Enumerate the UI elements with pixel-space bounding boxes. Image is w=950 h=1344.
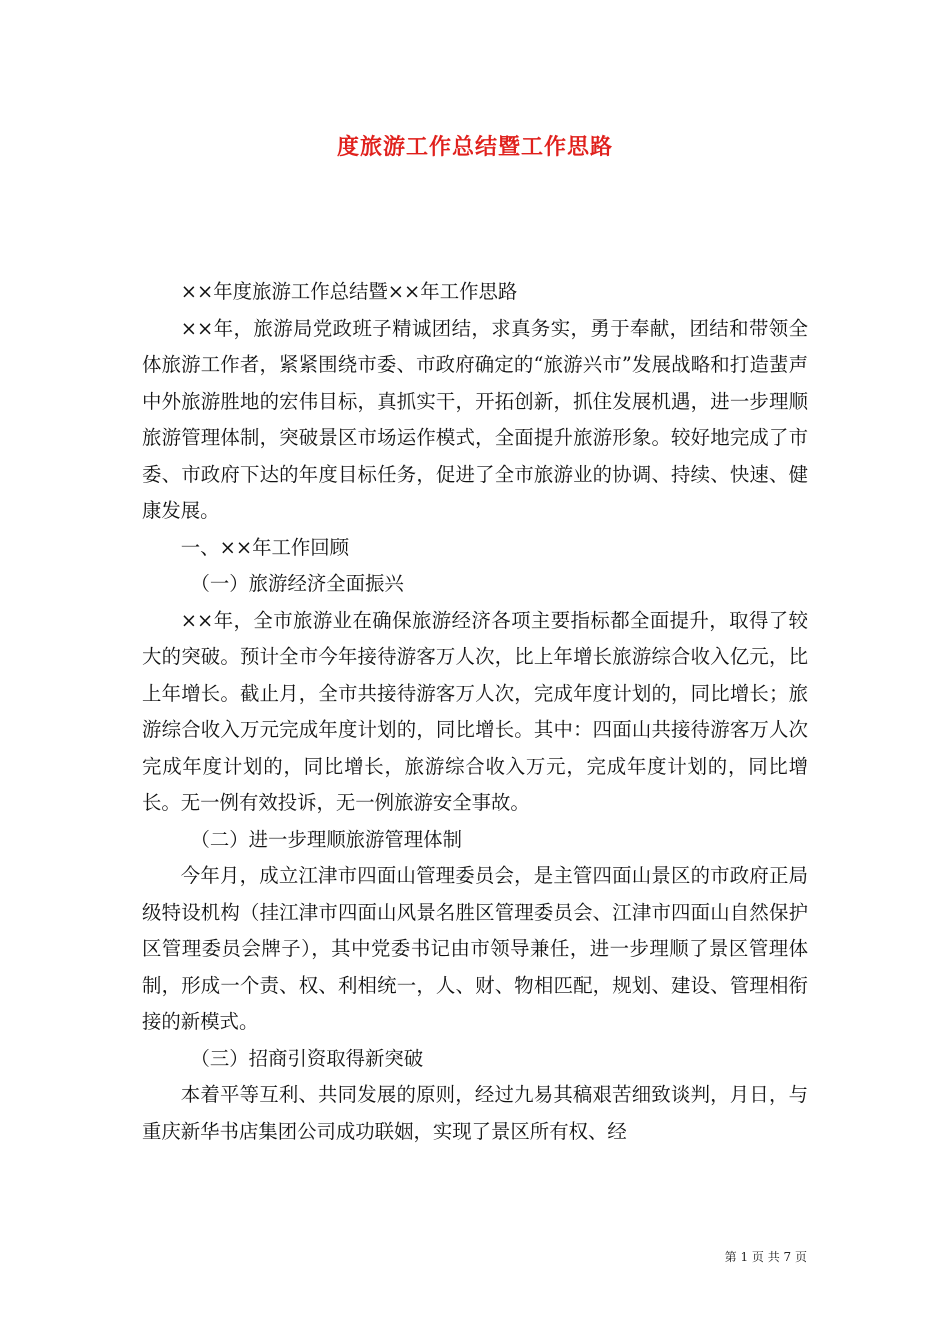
subsection-heading-economy: （一）旅游经济全面振兴	[190, 572, 404, 595]
subsection-heading-management: （二）进一步理顺旅游管理体制	[190, 827, 462, 851]
paragraph-heading: ××年度旅游工作总结暨××年工作思路	[180, 280, 518, 303]
page-number: 第 1 页 共 7 页	[724, 1250, 807, 1264]
paragraph-management: 今年月，成立江津市四面山管理委员会，是主管四面山景区的市政府正局级特设机构（挂江津市四面山风景名胜区管理委员会、江津市四面山自然保护区管理委员会牌子），其中党委书记由市领导兼任，进一步理顺了景区管理体制，形成一个责、权、利相统一，人、财、物相匹配，规划、建设、管理相衔接的新模式。	[142, 864, 808, 1033]
document-body	[142, 274, 808, 1150]
paragraph-economy: ××年，全市旅游业在确保旅游经济各项主要指标都全面提升，取得了较大的突破。预计全市今年接待游客万人次，比上年增长旅游综合收入亿元，比上年增长。截止月，全市共接待游客万人次，完成年度计划的，同比增长；旅游综合收入万元完成年度计划的，同比增长。其中：四面山共接待游客万人次完成年度计划的，同比增长，旅游综合收入万元，完成年度计划的，同比增长。无一例有效投诉，无一例旅游安全事故。	[142, 608, 808, 814]
paragraph-intro: ××年，旅游局党政班子精诚团结，求真务实，勇于奉献，团结和带领全体旅游工作者，紧紧围绕市委、市政府确定的“旅游兴市”发展战略和打造蜚声中外旅游胜地的宏伟目标，真抓实干，开拓创新，抓住发展机遇，进一步理顺旅游管理体制，突破景区市场运作模式，全面提升旅游形象。较好地完成了市委、市政府下达的年度目标任务，促进了全市旅游业的协调、持续、快速、健康发展。	[142, 316, 808, 522]
paragraph-investment: 本着平等互利、共同发展的原则，经过九易其稿艰苦细致谈判，月日，与重庆新华书店集团公司成功联姻，实现了景区所有权、经	[142, 1083, 808, 1143]
subsection-heading-investment: （三）招商引资取得新突破	[190, 1046, 424, 1070]
section-heading-review: 一、××年工作回顾	[180, 535, 350, 559]
document-title: 度旅游工作总结暨工作思路	[336, 134, 613, 160]
